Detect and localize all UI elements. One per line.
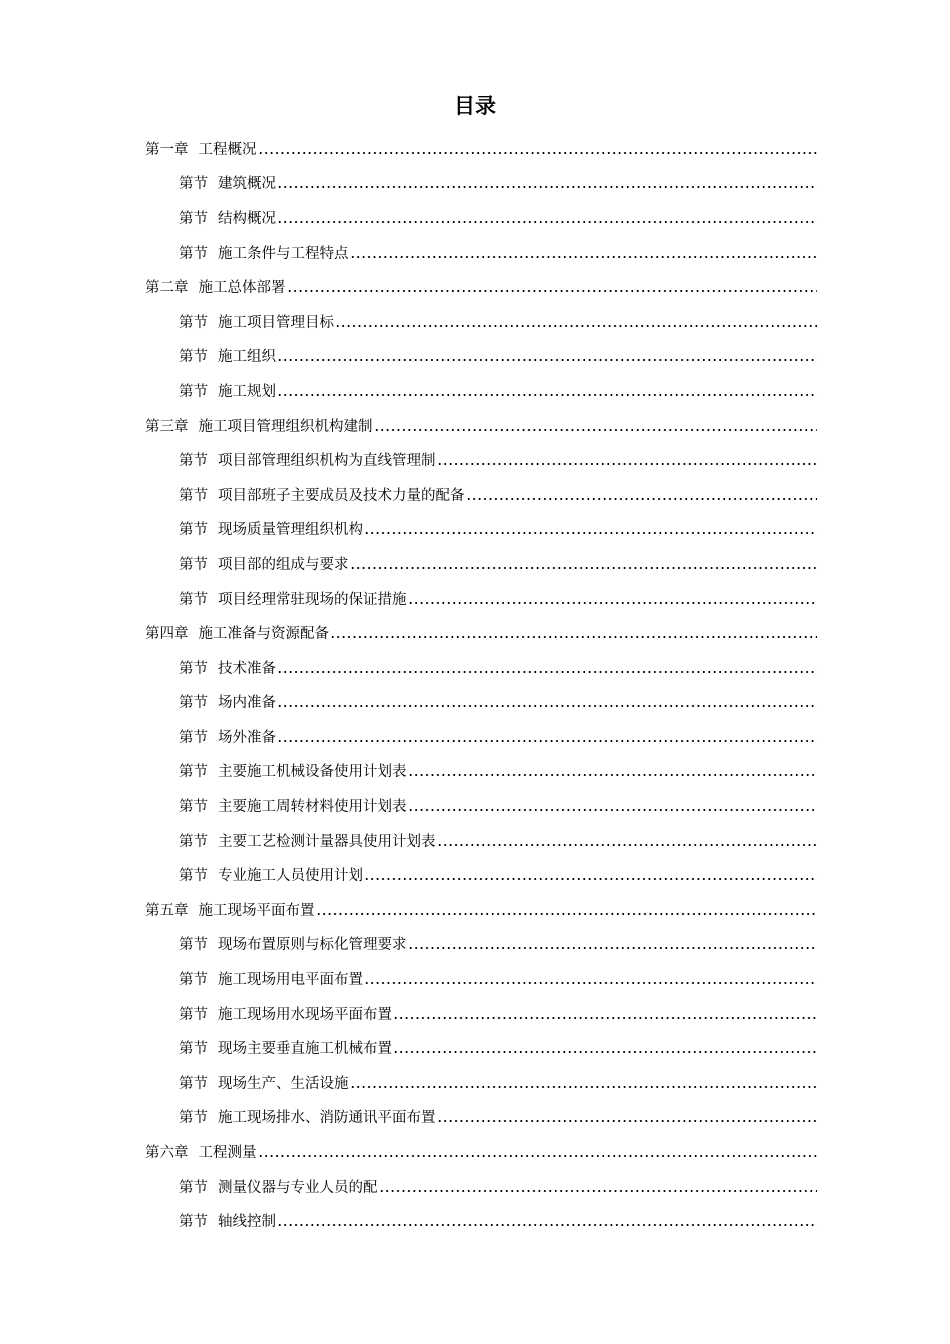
- dot-leader: [330, 636, 817, 638]
- dot-leader: [277, 186, 817, 188]
- toc-entry-number: 第节: [179, 1214, 208, 1231]
- dot-leader: [287, 290, 818, 292]
- toc-section-entry[interactable]: [179, 339, 817, 374]
- table-of-contents: [0, 131, 950, 1238]
- dot-leader: [277, 705, 817, 707]
- toc-entry-number: 第节: [179, 833, 208, 850]
- toc-entry-number: 第节: [179, 1041, 208, 1058]
- toc-entry-title: 施工项目管理目标: [218, 314, 334, 331]
- dot-leader: [277, 221, 817, 223]
- toc-entry-number: 第节: [179, 799, 208, 816]
- toc-section-entry[interactable]: [179, 373, 817, 408]
- toc-entry-title: 施工现场排水、消防通讯平面布置: [218, 1110, 436, 1127]
- toc-chapter-entry[interactable]: [145, 131, 817, 166]
- dot-leader: [437, 463, 818, 465]
- toc-entry-title: 项目部的组成与要求: [218, 556, 349, 573]
- toc-chapter-entry[interactable]: [145, 892, 817, 927]
- toc-entry-title: 现场生产、生活设施: [218, 1075, 349, 1092]
- toc-entry-title: 工程测量: [198, 1145, 257, 1162]
- toc-section-entry[interactable]: [179, 546, 817, 581]
- toc-entry-number: 第节: [179, 729, 208, 746]
- toc-entry-number: 第节: [179, 1110, 208, 1127]
- toc-entry-title: 项目部班子主要成员及技术力量的配备: [218, 487, 465, 504]
- dot-leader: [316, 913, 818, 915]
- toc-section-entry[interactable]: [179, 719, 817, 754]
- dot-leader: [364, 878, 817, 880]
- dot-leader: [277, 671, 817, 673]
- toc-entry-number: 第节: [179, 487, 208, 504]
- dot-leader: [374, 429, 818, 431]
- toc-entry-number: 第节: [179, 764, 208, 781]
- toc-chapter-entry[interactable]: [145, 269, 817, 304]
- toc-section-entry[interactable]: [179, 1169, 817, 1204]
- toc-section-entry[interactable]: [179, 304, 817, 339]
- toc-section-entry[interactable]: [179, 442, 817, 477]
- dot-leader: [437, 1120, 818, 1122]
- dot-leader: [277, 1224, 817, 1226]
- toc-section-entry[interactable]: [179, 1030, 817, 1065]
- toc-entry-title: 场外准备: [218, 729, 276, 746]
- dot-leader: [408, 947, 818, 949]
- dot-leader: [277, 740, 817, 742]
- dot-leader: [335, 325, 817, 327]
- toc-entry-number: 第一章: [145, 141, 189, 158]
- toc-entry-title: 现场主要垂直施工机械布置: [218, 1041, 392, 1058]
- dot-leader: [277, 394, 817, 396]
- toc-entry-number: 第节: [179, 210, 208, 227]
- dot-leader: [350, 567, 818, 569]
- toc-entry-number: 第节: [179, 591, 208, 608]
- toc-entry-title: 项目部管理组织机构为直线管理制: [218, 453, 436, 470]
- toc-entry-number: 第节: [179, 695, 208, 712]
- toc-entry-title: 主要工艺检测计量器具使用计划表: [218, 833, 436, 850]
- toc-entry-number: 第节: [179, 972, 208, 989]
- toc-entry-number: 第节: [179, 556, 208, 573]
- toc-entry-title: 轴线控制: [218, 1214, 276, 1231]
- toc-entry-number: 第节: [179, 349, 208, 366]
- toc-entry-title: 项目经理常驻现场的保证措施: [218, 591, 407, 608]
- toc-section-entry[interactable]: [179, 788, 817, 823]
- toc-entry-number: 第节: [179, 1075, 208, 1092]
- toc-section-entry[interactable]: [179, 754, 817, 789]
- toc-entry-number: 第节: [179, 176, 208, 193]
- toc-entry-title: 主要施工周转材料使用计划表: [218, 799, 407, 816]
- toc-entry-title: 专业施工人员使用计划: [218, 868, 363, 885]
- toc-entry-number: 第节: [179, 868, 208, 885]
- toc-entry-title: 测量仪器与专业人员的配: [218, 1179, 378, 1196]
- toc-entry-number: 第节: [179, 453, 208, 470]
- dot-leader: [408, 602, 818, 604]
- toc-entry-title: 施工规划: [218, 383, 276, 400]
- toc-entry-title: 施工现场平面布置: [198, 902, 315, 919]
- toc-entry-number: 第节: [179, 314, 208, 331]
- dot-leader: [258, 152, 818, 154]
- toc-entry-title: 现场质量管理组织机构: [218, 522, 363, 539]
- toc-section-entry[interactable]: [179, 996, 817, 1031]
- toc-section-entry[interactable]: [179, 1065, 817, 1100]
- dot-leader: [379, 1190, 818, 1192]
- toc-entry-title: 施工条件与工程特点: [218, 245, 349, 262]
- dot-leader: [258, 1155, 818, 1157]
- toc-entry-number: 第三章: [145, 418, 189, 435]
- dot-leader: [350, 256, 818, 258]
- toc-section-entry[interactable]: [179, 823, 817, 858]
- toc-chapter-entry[interactable]: [145, 615, 817, 650]
- toc-entry-title: 现场布置原则与标化管理要求: [218, 937, 407, 954]
- toc-section-entry[interactable]: [179, 200, 817, 235]
- toc-section-entry[interactable]: [179, 512, 817, 547]
- toc-section-entry[interactable]: [179, 166, 817, 201]
- toc-section-entry[interactable]: [179, 1203, 817, 1238]
- toc-entry-title: 工程概况: [198, 141, 257, 158]
- dot-leader: [408, 809, 818, 811]
- toc-entry-number: 第节: [179, 1179, 208, 1196]
- dot-leader: [393, 1017, 817, 1019]
- toc-entry-title: 场内准备: [218, 695, 276, 712]
- toc-section-entry[interactable]: [179, 477, 817, 512]
- toc-entry-title: 施工现场用水现场平面布置: [218, 1006, 392, 1023]
- toc-entry-title: 结构概况: [218, 210, 276, 227]
- toc-entry-title: 建筑概况: [218, 176, 276, 193]
- toc-entry-number: 第节: [179, 245, 208, 262]
- toc-section-entry[interactable]: [179, 581, 817, 616]
- toc-entry-number: 第节: [179, 1006, 208, 1023]
- toc-section-entry[interactable]: [179, 235, 817, 270]
- toc-section-entry[interactable]: [179, 857, 817, 892]
- toc-section-entry[interactable]: [179, 685, 817, 720]
- toc-entry-title: 主要施工机械设备使用计划表: [218, 764, 407, 781]
- dot-leader: [437, 844, 818, 846]
- page-title: 目录: [454, 94, 496, 118]
- dot-leader: [277, 359, 817, 361]
- toc-chapter-entry[interactable]: [145, 408, 817, 443]
- toc-chapter-entry[interactable]: [145, 1134, 817, 1169]
- dot-leader: [408, 774, 818, 776]
- toc-entry-number: 第四章: [145, 626, 189, 643]
- toc-entry-title: 技术准备: [218, 660, 276, 677]
- dot-leader: [350, 1086, 818, 1088]
- toc-section-entry[interactable]: [179, 961, 817, 996]
- toc-entry-number: 第五章: [145, 902, 189, 919]
- toc-entry-title: 施工总体部署: [198, 280, 286, 297]
- dot-leader: [364, 982, 817, 984]
- toc-entry-number: 第节: [179, 660, 208, 677]
- toc-entry-number: 第二章: [145, 280, 189, 297]
- toc-section-entry[interactable]: [179, 650, 817, 685]
- toc-section-entry[interactable]: [179, 1100, 817, 1135]
- toc-section-entry[interactable]: [179, 927, 817, 962]
- toc-entry-title: 施工现场用电平面布置: [218, 972, 363, 989]
- toc-entry-number: 第六章: [145, 1145, 189, 1162]
- dot-leader: [393, 1051, 817, 1053]
- toc-entry-number: 第节: [179, 937, 208, 954]
- toc-entry-title: 施工项目管理组织机构建制: [198, 418, 373, 435]
- dot-leader: [466, 498, 818, 500]
- toc-entry-number: 第节: [179, 522, 208, 539]
- dot-leader: [364, 532, 817, 534]
- toc-entry-number: 第节: [179, 383, 208, 400]
- toc-entry-title: 施工准备与资源配备: [198, 626, 329, 643]
- toc-entry-title: 施工组织: [218, 349, 276, 366]
